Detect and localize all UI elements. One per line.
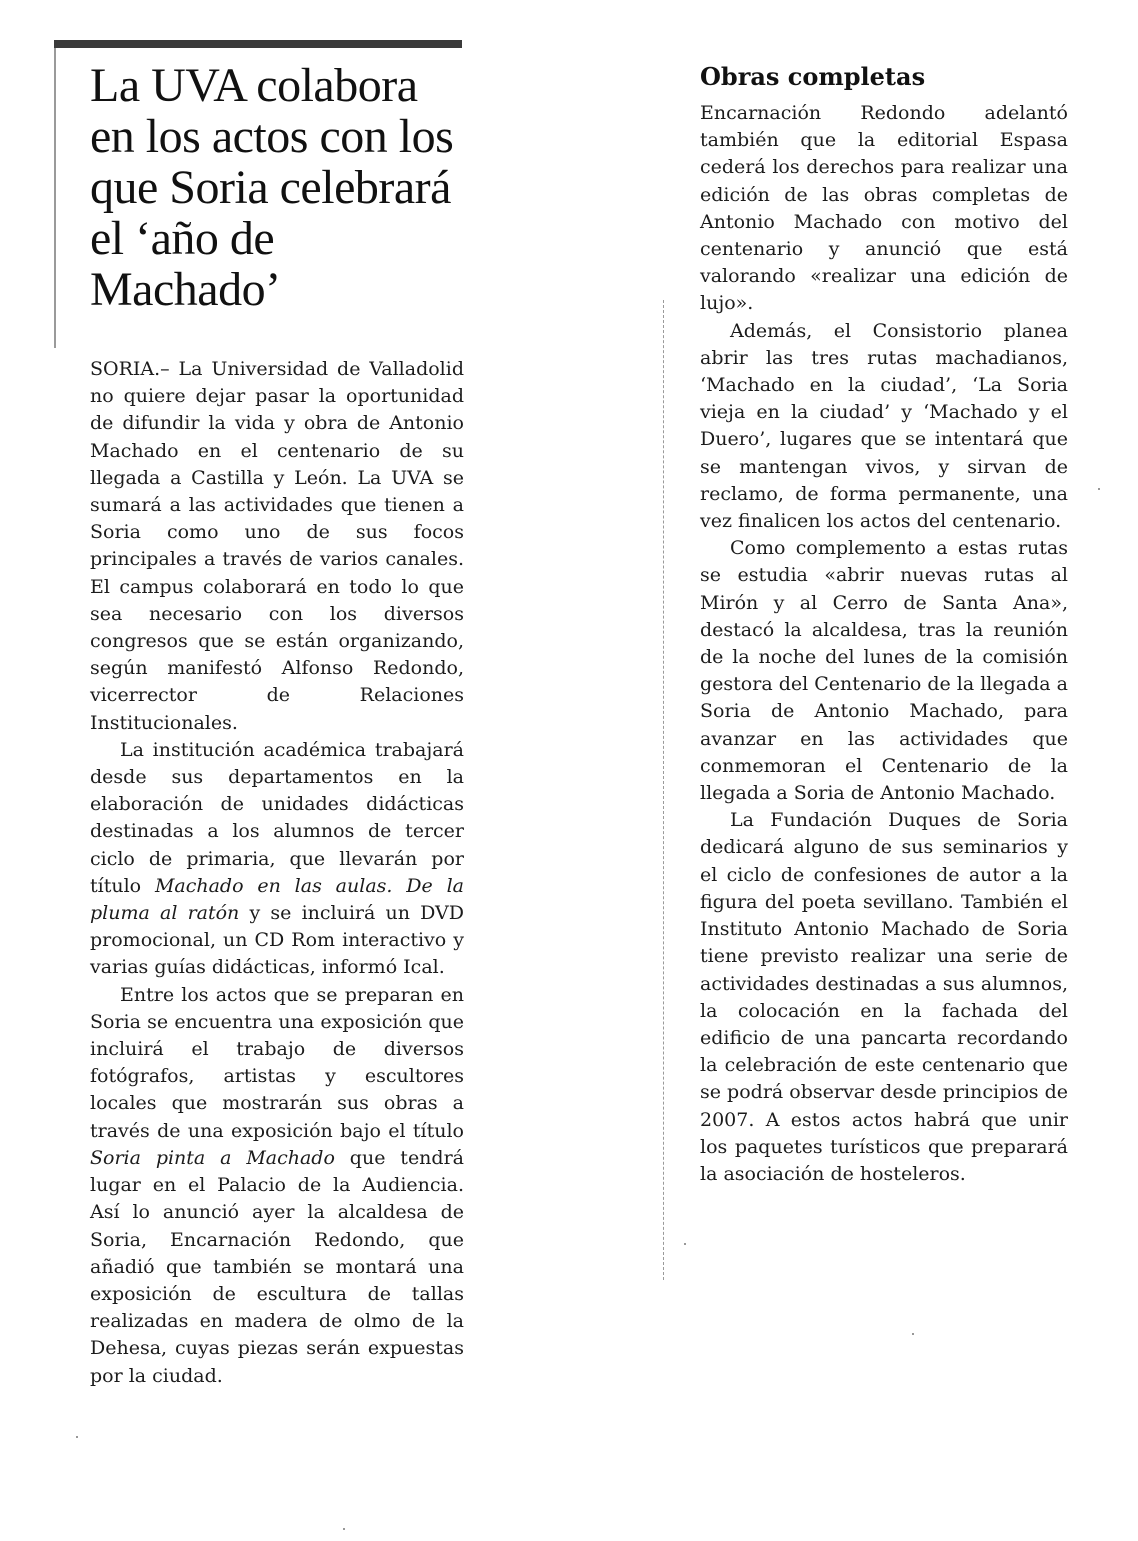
- headline-side-rule: [54, 48, 56, 348]
- paragraph-2-title: Machado en las aulas. De la pluma al ratón: [90, 874, 464, 925]
- scan-speck: [684, 1243, 686, 1245]
- paragraph-3-title: Soria pinta a Machado: [90, 1146, 335, 1169]
- paragraph-6: Como complemento a estas rutas se estudia «abrir nuevas rutas al Mirón y al Cerro de Santa Ana», destacó la alcaldesa, tras la reunión de la noche del lunes de la comisión gestora del Centenario de la llegada a Soria de Antonio Machado, para avanzar en las actividades que conmemoran el Centenario de la llegada a Soria de Antonio Machado.: [700, 537, 1068, 805]
- paragraph-3-text-b: que tendrá lugar en el Palacio de la Audiencia. Así lo anunció ayer la alcaldesa de Soria, Encarnación Redondo, que añadió que también se montará una exposición de escultura de tallas realizadas en madera de olmo de la Dehesa, cuyas piezas serán expuestas por la ciudad.: [90, 1146, 464, 1387]
- left-column: [90, 356, 464, 1390]
- paragraph-4: Encarnación Redondo adelantó también que la editorial Espasa cederá los derechos para realizar una edición de las obras completas de Antonio Machado con motivo del centenario y anunció que está valorando «realizar una edición de lujo».: [700, 102, 1068, 315]
- scan-speck: [76, 1436, 78, 1438]
- paragraph-3-text-a: Entre los actos que se preparan en Soria se encuentra una exposición que incluirá el trabajo de diversos fotógrafos, artistas y escultores locales que mostrarán sus obras a través de una exposición bajo el título: [90, 983, 464, 1142]
- paragraph-3: [90, 982, 464, 1390]
- paragraph-2: [90, 737, 464, 982]
- scan-speck: [1098, 488, 1100, 490]
- scan-speck: [343, 1528, 345, 1530]
- paragraph-2-text-a: La institución académica trabajará desde sus departamentos en la elaboración de unidades didácticas destinadas a los alumnos de tercer ciclo de primaria, que llevarán por título: [90, 738, 464, 897]
- paragraph-5: Además, el Consistorio planea abrir las tres rutas machadianos, ‘Machado en la ciudad’, ‘La Soria vieja en la ciudad’ y ‘Machado y el Duero’, lugares que se intentará que se mantengan vivos, y sirvan de reclamo, de forma permanente, una vez finalicen los actos del centenario.: [700, 319, 1068, 533]
- right-column: [700, 100, 1068, 1188]
- paragraph-2-text-b: y se incluirá un DVD promocional, un CD Rom interactivo y varias guías didácticas, informó Ical.: [90, 902, 465, 979]
- column-divider: [663, 300, 665, 1280]
- paragraph-1: SORIA.– La Universidad de Valladolid no quiere dejar pasar la oportunidad de difundir la vida y obra de Antonio Machado en el centenario de su llegada a Castilla y León. La UVA se sumará a las actividades que tienen a Soria como uno de sus focos principales a través de varios canales. El campus colaborará en todo lo que sea necesario con los diversos congresos que se están organizando, según manifestó Alfonso Redondo, vicerrector de Relaciones Institucionales.: [90, 358, 464, 734]
- subheading: Obras completas: [700, 62, 926, 91]
- top-rule: [54, 40, 462, 48]
- paragraph-7: La Fundación Duques de Soria dedicará alguno de sus seminarios y el ciclo de confesiones de autor a la figura del poeta sevillano. También el Instituto Antonio Machado de Soria tiene previsto realizar una serie de actividades destinadas a sus alumnos, la colocación en la fachada del edificio de una pancarta recordando la celebración de este centenario que se podrá observar desde principios de 2007. A estos actos habrá que unir los paquetes turísticos que preparará la asociación de hosteleros.: [700, 809, 1068, 1185]
- scan-speck: [912, 1333, 914, 1335]
- headline: La UVA colabora en los actos con los que Soria celebrará el ‘año de Machado’: [90, 59, 454, 316]
